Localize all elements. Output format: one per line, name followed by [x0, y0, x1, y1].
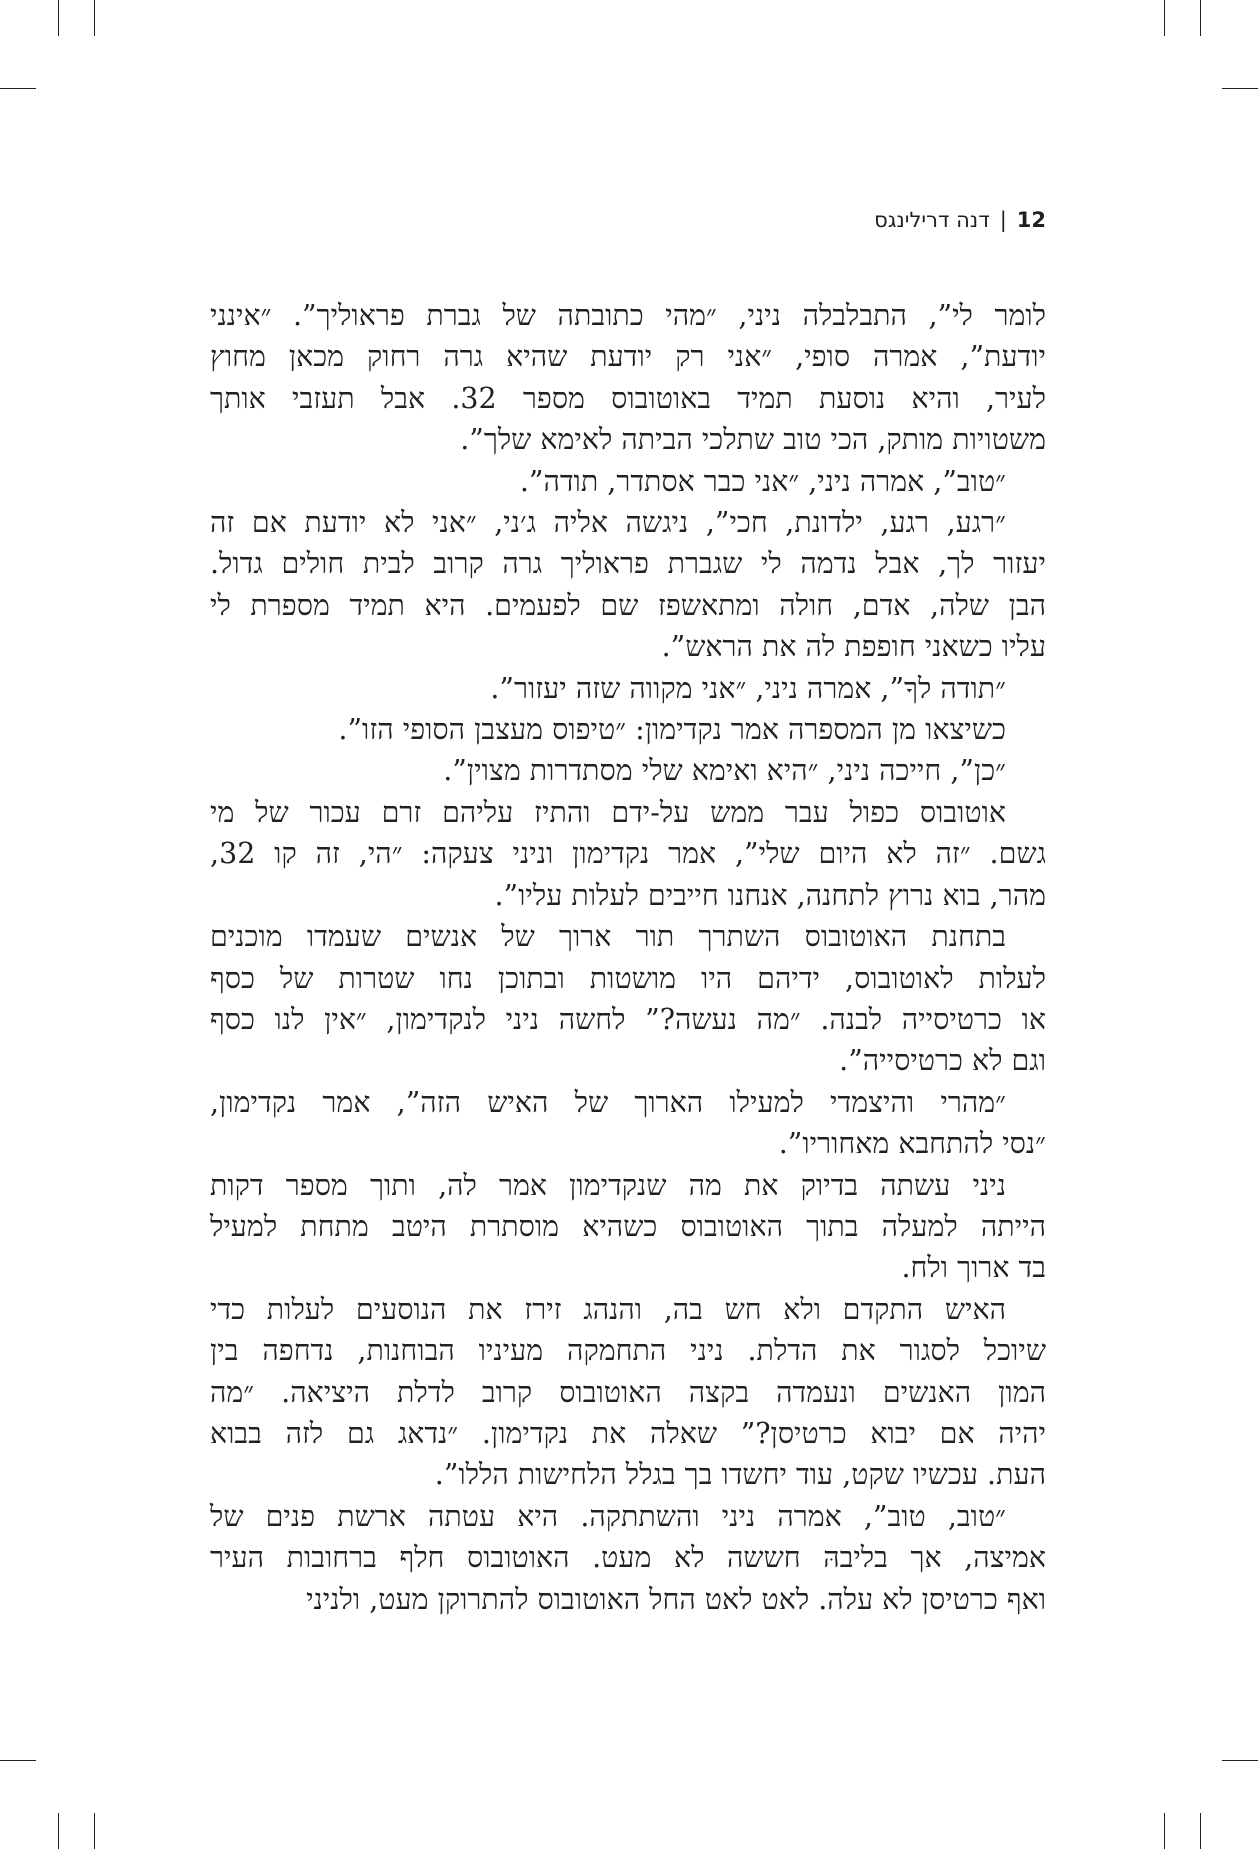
paragraph [210, 1165, 1046, 1289]
header-separator: | [999, 208, 1007, 232]
paragraph [210, 709, 1046, 750]
crop-mark [0, 88, 36, 89]
text-line: ״רגע, רגע, ילדונת, חכי”, ניגשה אליה ג׳ני, ״אני לא יודעת אם זה [210, 506, 1006, 540]
text-line: ״נסי להתחבא מאחוריו”. [778, 1127, 1046, 1161]
crop-mark [0, 1760, 36, 1761]
text-line: מהר, בוא נרוץ לתחנה, אנחנו חייבים לעלות עליו”. [494, 878, 1046, 912]
paragraph [210, 1289, 1046, 1496]
text-line: ״כן”, חייכה ניני, ״היא ואימא שלי מסתדרות מצוין”. [443, 754, 1006, 788]
crop-mark [1200, 1813, 1201, 1849]
crop-mark [1164, 0, 1165, 36]
text-line: בתחנת האוטובוס השתרך תור ארוך של אנשים שעמדו מוכנים [210, 920, 1006, 954]
paragraph [210, 1496, 1046, 1620]
crop-mark [94, 0, 95, 36]
text-line: או כרטיסייה לבנה. ״מה נעשה?” לחשה ניני לנקדימון, ״אין לנו כסף [210, 1002, 1046, 1036]
text-line: הייתה למעלה בתוך האוטובוס כשהיא מוסתרת היטב מתחת למעיל [210, 1209, 1046, 1243]
page-number: 12 [1016, 208, 1046, 232]
paragraph [210, 668, 1046, 709]
text-line: יודעת”, אמרה סופי, ״אני רק יודעת שהיא גרה רחוק מכאן מחוץ [210, 340, 1046, 374]
text-line: ״טוב, טוב”, אמרה ניני והשתתקה. היא עטתה ארשת פנים של [210, 1499, 1006, 1533]
text-line: יהיה אם יבוא כרטיסן?” שאלה את נקדימון. ״נדאג גם לזה בבוא [210, 1416, 1046, 1450]
paragraph [210, 750, 1046, 791]
paragraph [210, 295, 1046, 461]
text-line: ניני עשתה בדיוק את מה שנקדימון אמר לה, ותוך מספר דקות [210, 1168, 1006, 1202]
text-line: אוטובוס כפול עבר ממש על-ידם והתיז עליהם זרם עכור של מי [210, 795, 1006, 829]
paragraph [210, 461, 1046, 502]
text-line: ״טוב”, אמרה ניני, ״אני כבר אסתדר, תודה”. [519, 464, 1006, 498]
paragraph [210, 502, 1046, 668]
text-line: האיש התקדם ולא חש בה, והנהג זירז את הנוסעים לעלות כדי [210, 1292, 1006, 1326]
body-text [210, 295, 1046, 1620]
text-line: ״מהרי והיצמדי למעילו הארוך של האיש הזה”, אמר נקדימון, [210, 1085, 1006, 1119]
text-line: העת. עכשיו שקט, עוד יחשדו בך בגלל הלחישות הללו”. [434, 1458, 1046, 1492]
text-line: בד ארוך ולח. [901, 1251, 1046, 1285]
text-line: המון האנשים ונעמדה בקצה האוטובוס קרוב לדלת היציאה. ״מה [210, 1375, 1046, 1409]
paragraph [210, 916, 1046, 1082]
text-line: וגם לא כרטיסייה”. [839, 1044, 1046, 1078]
crop-mark [94, 1813, 95, 1849]
crop-mark [1222, 88, 1258, 89]
text-line: ואף כרטיסן לא עלה. לאט לאט החל האוטובוס להתרוקן מעט, ולניני [306, 1582, 1046, 1616]
text-line: יעזור לך, אבל נדמה לי שגברת פראוליך גרה קרוב לבית חולים גדול. [210, 547, 1046, 581]
crop-mark [1222, 1760, 1258, 1761]
crop-mark [1164, 1813, 1165, 1849]
paragraph [210, 1082, 1046, 1165]
running-head [874, 208, 1046, 232]
text-line: לומר לי”, התבלבלה ניני, ״מהי כתובתה של גברת פראוליך”. ״אינני [210, 299, 1046, 332]
author-name: דנה דרילינגס [874, 208, 990, 232]
crop-mark [58, 1813, 59, 1849]
text-line: ״תודה לךָ”, אמרה ניני, ״אני מקווה שזה יעזור”. [490, 671, 1006, 705]
text-line: לעלות לאוטובוס, ידיהם היו מושטות ובתוכן נחו שטרות של כסף [210, 961, 1046, 995]
text-line: משטויות מותק, הכי טוב שתלכי הביתה לאימא שלך”. [460, 423, 1046, 457]
text-line: הבן שלה, אדם, חולה ומתאשפז שם לפעמים. היא תמיד מספרת לי [210, 588, 1046, 622]
text-line: גשם. ״זה לא היום שלי”, אמר נקדימון וניני צעקה: ״הי, זה קו 32, [210, 837, 1046, 871]
paragraph [210, 792, 1046, 916]
text-line: כשיצאו מן המספרה אמר נקדימון: ״טיפוס מעצבן הסופי הזו”. [338, 713, 1006, 747]
text-line: שיוכל לסגור את הדלת. ניני התחמקה מעיניו הבוחנות, נדחפה בין [210, 1334, 1046, 1368]
crop-mark [1200, 0, 1201, 36]
crop-mark [58, 0, 59, 36]
text-line: אמיצה, אך בליבהּ חששה לא מעט. האוטובוס חלף ברחובות העיר [210, 1541, 1046, 1575]
text-line: לעיר, והיא נוסעת תמיד באוטובוס מספר 32. אבל תעזבי אותך [210, 381, 1046, 415]
text-line: עליו כשאני חופפת לה את הראש”. [661, 630, 1046, 664]
